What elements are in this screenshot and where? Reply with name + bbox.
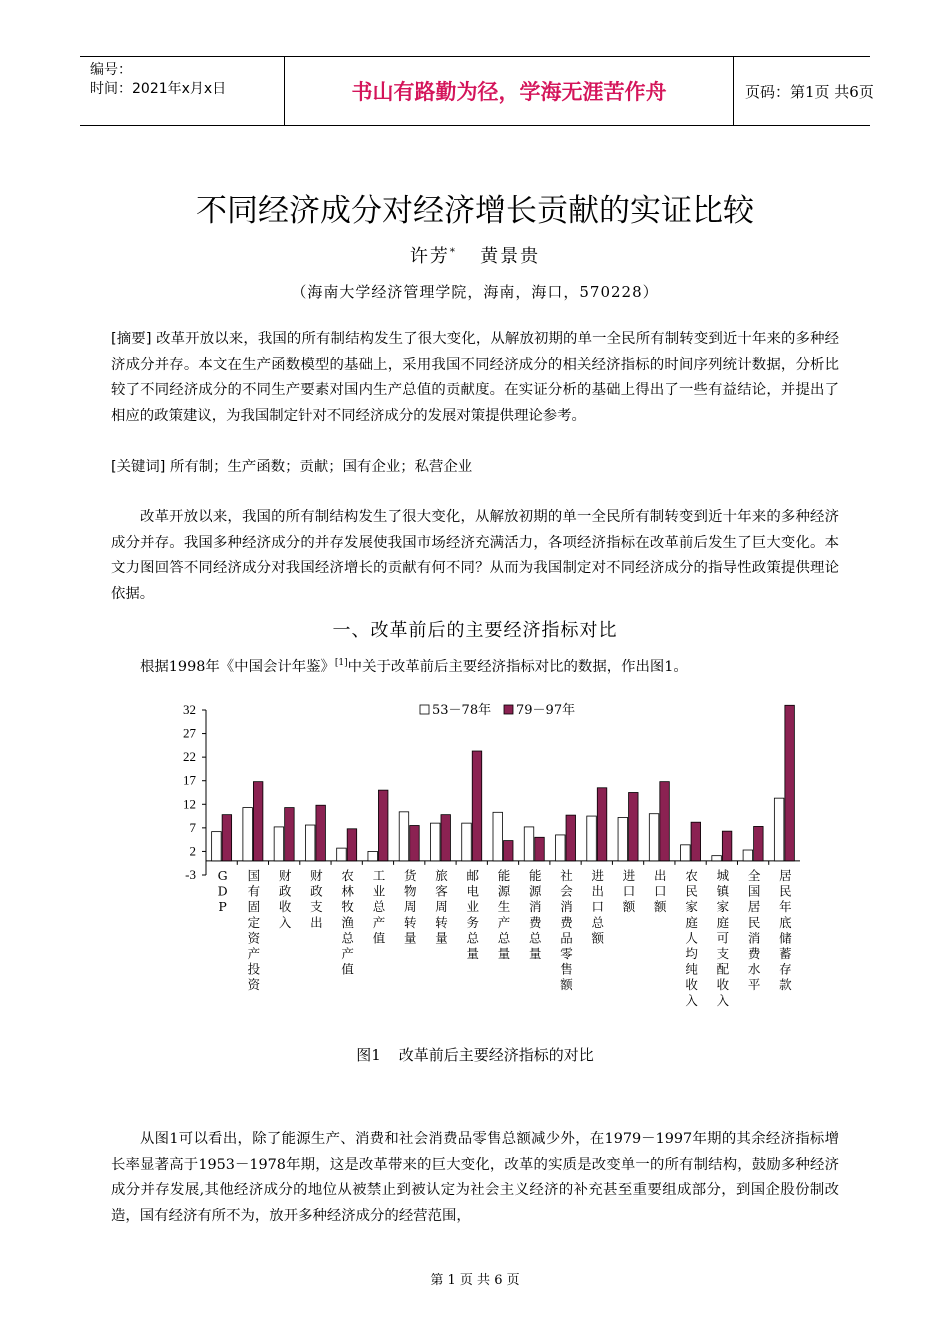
author-1: 许芳: [409, 246, 450, 267]
legend-label: 79－97年: [516, 703, 576, 718]
bar: [681, 845, 691, 861]
y-tick-label: 2: [189, 843, 196, 859]
x-tick-label: 旅客周转量: [435, 868, 448, 946]
source-text-1: 根据1998年《中国会计年鉴》: [140, 659, 335, 675]
bar: [629, 793, 639, 861]
y-tick-label: 17: [183, 772, 196, 788]
x-tick-label: 居民年底储蓄存款: [779, 868, 792, 993]
bar: [785, 705, 795, 861]
bar: [316, 805, 326, 861]
page-header: [80, 56, 874, 126]
x-tick-label: 财政支出: [310, 868, 323, 930]
x-tick-label: 进出口总额: [591, 868, 605, 946]
abstract: [111, 327, 839, 429]
x-tick-label: 货物周转量: [403, 868, 417, 946]
x-tick-label: 城镇家庭可支配收入: [716, 868, 730, 1008]
x-tick-label: G D P: [217, 868, 228, 915]
bar: [222, 815, 232, 861]
figure-caption: [0, 1044, 950, 1065]
authors: [0, 242, 950, 268]
x-tick-label: 财政收入: [278, 868, 292, 930]
bar: [285, 808, 295, 861]
header-page-code: 页码：第1页 共6页: [745, 82, 874, 101]
y-tick-label: 12: [183, 796, 196, 812]
bar: [441, 815, 451, 861]
page-footer: 第 1 页 共 6 页: [430, 1273, 520, 1288]
figure-number: 图1: [356, 1046, 381, 1064]
keywords-text: 所有制；生产函数；贡献；国有企业；私营企业: [165, 459, 473, 475]
x-tick-label: 出口额: [654, 868, 667, 915]
bar: [556, 835, 566, 861]
bar: [774, 798, 784, 861]
x-tick-label: 全国居民消费水平: [747, 868, 761, 993]
bar: [337, 848, 347, 861]
bar: [430, 823, 440, 861]
x-tick-label: 农民家庭人均纯收入: [685, 868, 698, 1008]
serial-label: 编号：: [90, 62, 132, 78]
bar: [253, 782, 262, 861]
source-text-2: 中关于改革前后主要经济指标对比的数据，作出图1。: [347, 659, 688, 675]
x-tick-label: 农林牧渔总产值: [341, 868, 354, 977]
data-source-sentence: [140, 655, 840, 676]
bar: [649, 814, 659, 861]
citation-ref: [1]: [334, 658, 348, 669]
header-motto: 书山有路勤为径，学海无涯苦作舟: [284, 57, 734, 125]
bar: [712, 856, 722, 861]
bar: [691, 822, 701, 861]
y-tick-label: -3: [185, 867, 196, 882]
keywords: [111, 455, 839, 481]
y-tick-label: 22: [183, 749, 196, 765]
bar: [660, 782, 670, 861]
bar: [504, 841, 514, 861]
time-label: 时间：2021年x月x日: [90, 81, 227, 97]
bar: [722, 831, 732, 861]
paper-title: 不同经济成分对经济增长贡献的实证比较: [196, 193, 754, 229]
bar: [305, 825, 315, 861]
bar: [472, 751, 482, 861]
affiliation: （海南大学经济管理学院，海南，海口，570228）: [291, 283, 659, 301]
header-meta: [80, 57, 284, 125]
bar: [618, 817, 628, 860]
author-2: 黄景贵: [480, 246, 541, 267]
section-heading-1: 一、改革前后的主要经济指标对比: [332, 620, 618, 641]
figure-caption-text: 改革前后主要经济指标的对比: [398, 1046, 594, 1064]
x-tick-label: 国有固定资产投资: [247, 868, 261, 993]
bar: [524, 827, 534, 861]
x-tick-label: 社会消费品零售额: [560, 868, 573, 993]
bar: [274, 827, 284, 861]
bar: [535, 837, 545, 861]
legend-label: 53－78年: [432, 703, 492, 718]
y-tick-label: 7: [189, 819, 196, 835]
bar: [493, 812, 503, 861]
x-tick-label: 能源生产总量: [497, 868, 511, 961]
keywords-label: [关键词]: [111, 459, 166, 475]
bar: [587, 816, 597, 861]
bar: [212, 832, 222, 861]
bar: [597, 788, 607, 861]
bar: [368, 851, 378, 860]
abstract-label: [摘要]: [111, 331, 152, 347]
y-tick-label: 32: [183, 702, 196, 717]
bar: [243, 808, 253, 861]
x-tick-label: 能源消费总量: [529, 868, 542, 961]
author-mark: *: [449, 247, 457, 258]
analysis-paragraph: 从图1可以看出，除了能源生产、消费和社会消费品零售总额减少外，在1979－1997年期的其余经济指标增长率显著高于1953－1978年期，这是改革带来的巨大变化，改革的实质是改变单一的所有制结构，鼓励多种经济成分并存发展,其他经济成分的地位从被禁止到被认定为社会主义经济的补充甚至重要组成部分，到国企股份制改造，国有经济有所不为，放开多种经济成分的经营范围，: [111, 1131, 839, 1224]
intro-paragraph: 改革开放以来，我国的所有制结构发生了很大变化，从解放初期的单一全民所有制转变到近十年来的多种经济成分并存。我国多种经济成分的并存发展使我国市场经济充满活力，各项经济指标在改革前后发生了巨大变化。本文力图回答不同经济成分对我国经济增长的贡献有何不同？从而为我国制定对不同经济成分的指导性政策提供理论依据。: [111, 509, 839, 602]
y-tick-label: 27: [183, 725, 196, 741]
legend-swatch: [504, 705, 513, 714]
x-tick-label: 进口额: [622, 868, 636, 915]
x-tick-label: 邮电业务总量: [466, 868, 479, 961]
bar: [566, 815, 576, 861]
bar-chart: [0, 690, 950, 1035]
bar: [347, 829, 357, 861]
abstract-text: 改革开放以来，我国的所有制结构发生了很大变化，从解放初期的单一全民所有制转变到近十年来的多种经济成分并存。本文在生产函数模型的基础上，采用我国不同经济成分的相关经济指标的时间序列统计数据，分析比较了不同经济成分的不同生产要素对国内生产总值的贡献度。在实证分析的基础上得出了一些有益结论，并提出了相应的政策建议，为我国制定针对不同经济成分的发展对策提供理论参考。: [111, 331, 839, 424]
bar: [462, 823, 472, 861]
legend-swatch: [420, 705, 429, 714]
bar: [410, 826, 420, 861]
x-tick-label: 工业总产值: [372, 868, 386, 946]
bar: [399, 812, 409, 861]
bar: [743, 850, 753, 861]
bar: [754, 826, 764, 860]
bar: [378, 790, 388, 861]
